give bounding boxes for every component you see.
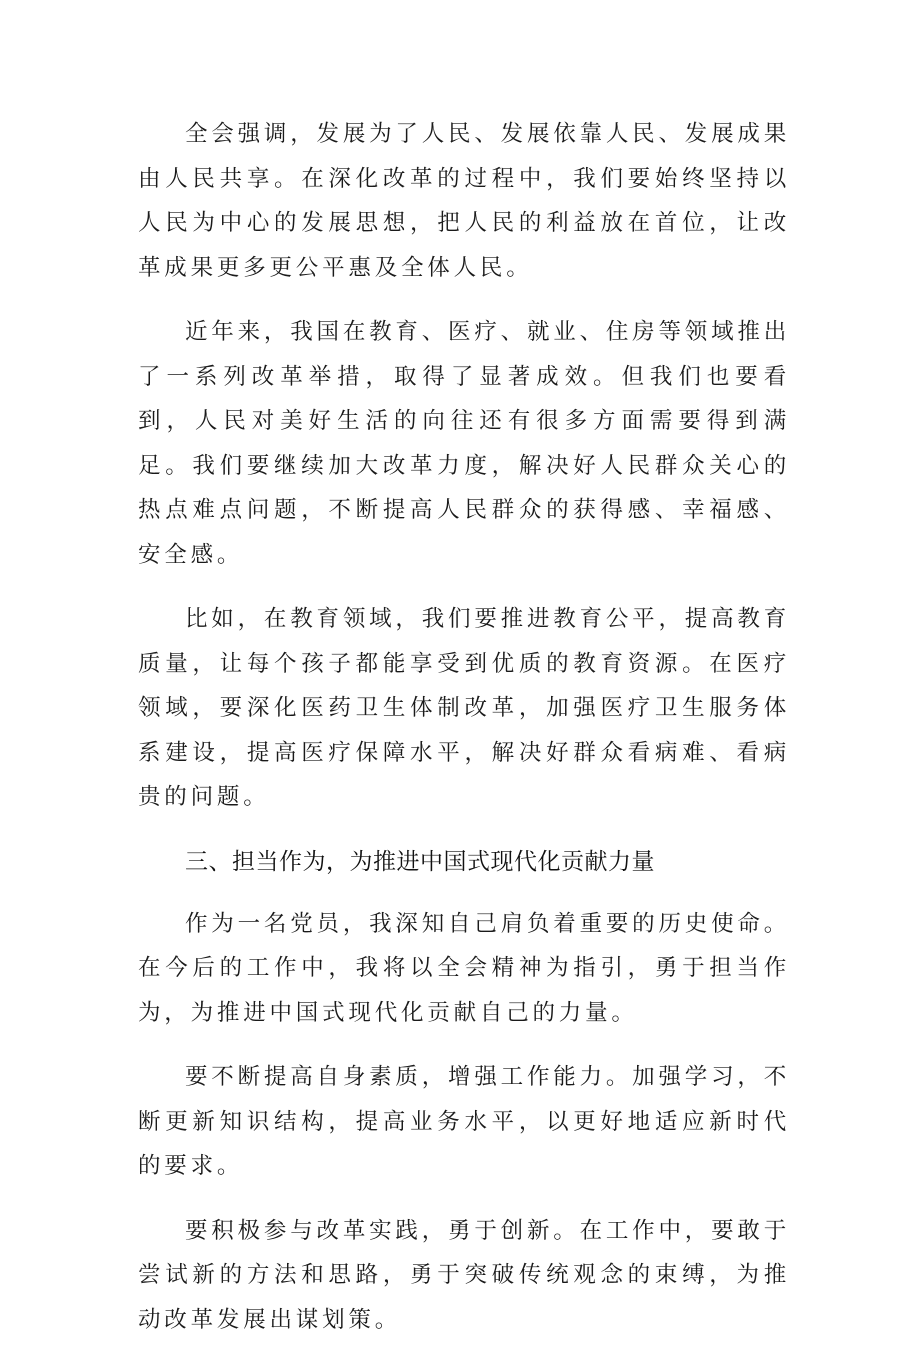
paragraph-people-centered: 全会强调，发展为了人民、发展依靠人民、发展成果由人民共享。在深化改革的过程中，我们要始终坚持以人民为中心的发展思想，把人民的利益放在首位，让改革成果更多更公平惠及全体人民。 (138, 121, 790, 281)
paragraph-improve-quality: 要不断提高自身素质，增强工作能力。加强学习，不断更新知识结构，提高业务水平，以更好地适应新时代的要求。 (138, 1064, 790, 1179)
paragraph-party-member-mission: 作为一名党员，我深知自己肩负着重要的历史使命。在今后的工作中，我将以全会精神为指引，勇于担当作为，为推进中国式现代化贡献自己的力量。 (138, 910, 790, 1026)
section-heading-three: 三、担当作为，为推进中国式现代化贡献力量 (185, 848, 655, 875)
paragraph-reform-measures: 近年来，我国在教育、医疗、就业、住房等领域推出了一系列改革举措，取得了显著成效。但我们也要看到，人民对美好生活的向往还有很多方面需要得到满足。我们要继续加大改革力度，解决好人民群众关心的热点难点问题，不断提高人民群众的获得感、幸福感、安全感。 (138, 319, 790, 568)
paragraph-education-medical: 比如，在教育领域，我们要推进教育公平，提高教育质量，让每个孩子都能享受到优质的教育资源。在医疗领域，要深化医药卫生体制改革，加强医疗卫生服务体系建设，提高医疗保障水平，解决好群众看病难、看病贵的问题。 (138, 606, 790, 810)
document-body (138, 112, 790, 1362)
paragraph-reform-practice: 要积极参与改革实践，勇于创新。在工作中，要敢于尝试新的方法和思路，勇于突破传统观念的束缚，为推动改革发展出谋划策。 (138, 1217, 790, 1333)
